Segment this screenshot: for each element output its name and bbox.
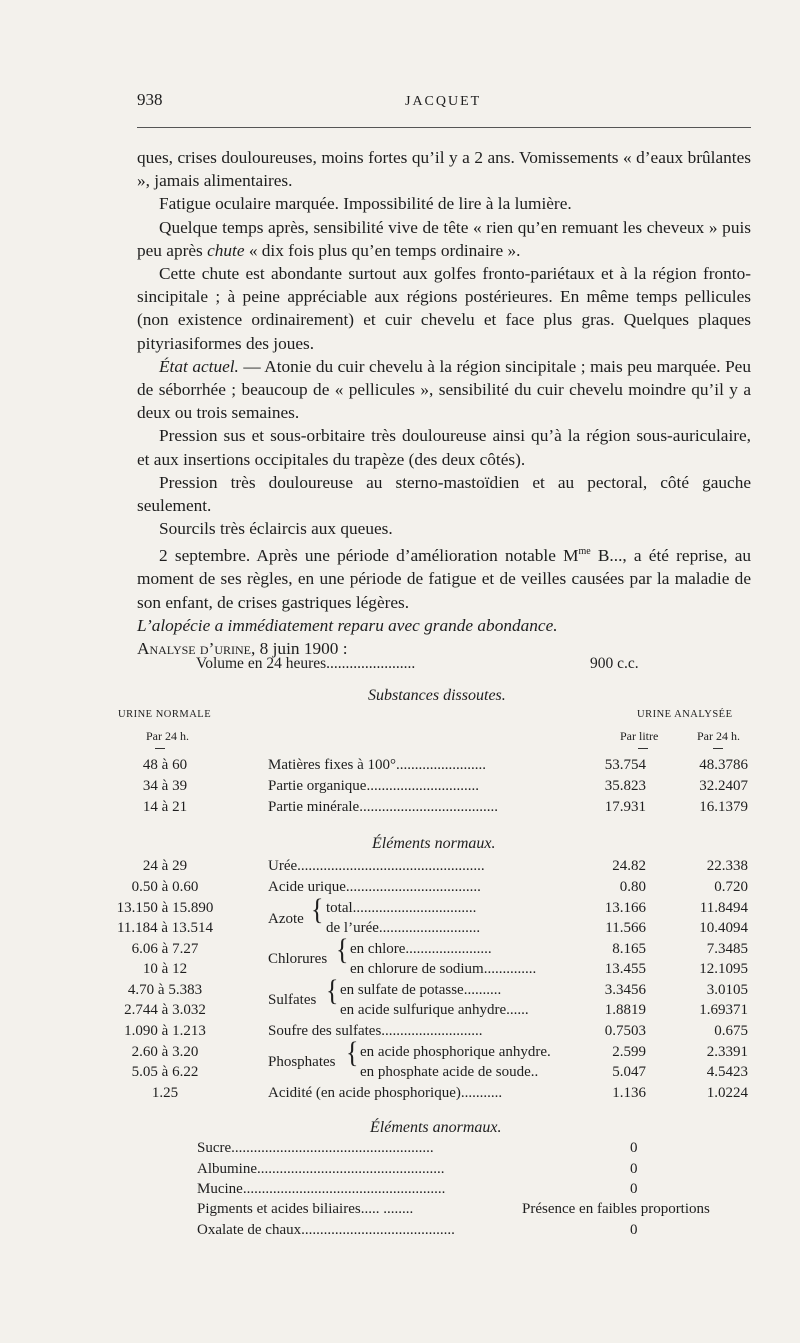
volume-label: Volume en 24 heures....................... <box>196 655 416 672</box>
value-per-24h: 7.3485 <box>706 941 748 957</box>
paragraph: ques, crises douloureuses, moins fortes qu’il y a 2 ans. Vomissements « d’eaux brûlantes », jamais alimentaires. <box>137 148 751 191</box>
row-label: Partie minérale..................................... <box>268 799 498 815</box>
paragraph <box>137 614 751 637</box>
text-run-italic: L’alopécie a immédiatement reparu avec grande abondance. <box>137 615 558 635</box>
text-run: 8 juin 1900 : <box>255 639 348 659</box>
paragraph: Pression très douloureuse au sterno-mastoïdien et au pectoral, côté gauche seulement. <box>137 472 751 516</box>
divider <box>713 748 723 749</box>
column-subheader: Par litre <box>620 729 659 743</box>
row-label: Urée.................................................. <box>268 858 485 874</box>
value-per-litre: 1.136 <box>612 1085 646 1101</box>
page-header <box>137 90 752 114</box>
text-run: — Atonie du cuir chevelu à la région sincipitale ; mais peu marquée. Peu de séborrhée ; beaucoup de « pellicules », sensibilité du cuir chevelu moindre qu’il y a deux ou trois semaines. <box>137 356 751 423</box>
section-title: Éléments normaux. <box>372 835 496 852</box>
row-label: Albumine.................................................. <box>197 1161 445 1177</box>
normal-range: 13.150 à 15.890 <box>116 900 214 916</box>
value-per-litre: 13.166 <box>604 900 646 916</box>
value-per-24h: 16.1379 <box>699 799 748 815</box>
paragraph <box>137 216 751 262</box>
column-header: URINE NORMALE <box>118 709 212 720</box>
normal-range: 48 à 60 <box>142 757 188 773</box>
paragraph <box>137 540 751 613</box>
value-per-litre: 0.7503 <box>604 1023 646 1039</box>
text-run: B..., a été reprise, au moment de ses règles, en une période de fatigue et de veilles causées par la maladie de son enfant, de crises gastriques légères. <box>137 546 752 612</box>
text-run: « dix fois plus qu’en temps ordinaire ». <box>244 240 521 260</box>
normal-range: 2.60 à 3.20 <box>131 1044 199 1060</box>
normal-range: 1.25 <box>151 1085 179 1101</box>
value-per-24h: 4.5423 <box>706 1064 748 1080</box>
group-label: Sulfates <box>268 992 317 1008</box>
row-label: Pigments et acides biliaires..... ........ <box>197 1201 414 1217</box>
row-label: Acidité (en acide phosphorique)........... <box>268 1085 503 1101</box>
brace: { <box>326 973 339 1008</box>
value-per-24h: 32.2407 <box>699 778 748 794</box>
paragraph: Pression sus et sous-orbitaire très douloureuse ainsi qu’à la région sous-auriculaire, et aux insertions occipitales du trapèze (des deux côtés). <box>137 426 751 469</box>
paragraph: Fatigue oculaire marquée. Impossibilité de lire à la lumière. <box>159 194 572 214</box>
row-value: Présence en faibles proportions <box>522 1201 710 1217</box>
row-label: en sulfate de potasse.......... <box>340 982 502 998</box>
section-title: Substances dissoutes. <box>368 687 506 704</box>
brace: { <box>336 932 349 967</box>
value-per-litre: 11.566 <box>605 920 646 936</box>
value-per-litre: 0.80 <box>619 879 646 895</box>
page-number: 938 <box>137 90 163 109</box>
text-run-smallcaps: Analyse d’urine, <box>137 639 256 659</box>
normal-range: 11.184 à 13.514 <box>116 920 214 936</box>
row-label: Acide urique.................................... <box>268 879 481 895</box>
normal-range: 4.70 à 5.383 <box>127 982 203 998</box>
value-per-24h: 10.4094 <box>699 920 748 936</box>
row-label: Oxalate de chaux......................................... <box>197 1222 455 1238</box>
value-per-24h: 2.3391 <box>706 1044 748 1060</box>
row-value: 0 <box>630 1140 638 1156</box>
normal-range: 14 à 21 <box>142 799 188 815</box>
row-label: Partie organique.............................. <box>268 778 479 794</box>
value-per-litre: 35.823 <box>604 778 646 794</box>
brace: { <box>311 892 324 927</box>
row-label: Sucre...................................................... <box>197 1140 434 1156</box>
column-subheader: Par 24 h. <box>146 729 189 743</box>
row-label: en chlore....................... <box>350 941 492 957</box>
value-per-24h: 48.3786 <box>699 757 748 773</box>
header-rule <box>137 127 751 128</box>
row-label: en acide phosphorique anhydre. <box>360 1044 551 1060</box>
group-label: Chlorures <box>268 951 328 967</box>
row-label: en phosphate acide de soude.. <box>360 1064 539 1080</box>
value-per-24h: 3.0105 <box>706 982 748 998</box>
normal-range: 5.05 à 6.22 <box>131 1064 199 1080</box>
paragraph <box>137 355 751 425</box>
value-per-24h: 12.1095 <box>699 961 748 977</box>
value-per-litre: 24.82 <box>612 858 646 874</box>
normal-range: 6.06 à 7.27 <box>131 941 199 957</box>
group-label: Phosphates <box>268 1054 336 1070</box>
value-per-24h: 1.69371 <box>699 1002 748 1018</box>
row-label: Matières fixes à 100°........................ <box>268 757 487 773</box>
body-text <box>137 146 751 660</box>
text-run-italic: chute <box>207 240 245 260</box>
value-per-litre: 3.3456 <box>604 982 646 998</box>
brace: { <box>346 1035 359 1070</box>
row-label: total................................. <box>326 900 477 916</box>
group-label: Azote <box>268 911 304 927</box>
section-title: Éléments anormaux. <box>370 1119 502 1136</box>
value-per-24h: 0.675 <box>714 1023 748 1039</box>
text-run-italic: État actuel. <box>159 356 239 376</box>
normal-range: 0.50 à 0.60 <box>131 879 199 895</box>
row-value: 0 <box>630 1161 638 1177</box>
paragraph: Sourcils très éclaircis aux queues. <box>159 519 393 539</box>
divider <box>155 748 165 749</box>
normal-range: 34 à 39 <box>142 778 188 794</box>
normal-range: 10 à 12 <box>142 961 188 977</box>
row-label: en acide sulfurique anhydre...... <box>340 1002 529 1018</box>
divider <box>638 748 648 749</box>
row-label: de l’urée........................... <box>326 920 481 936</box>
superscript: me <box>578 546 591 558</box>
value-per-litre: 53.754 <box>604 757 646 773</box>
value-per-litre: 13.455 <box>604 961 646 977</box>
column-subheader: Par 24 h. <box>697 729 740 743</box>
row-label: Mucine...................................................... <box>197 1181 446 1197</box>
running-head: JACQUET <box>405 94 482 109</box>
normal-range: 24 à 29 <box>142 858 188 874</box>
value-per-litre: 5.047 <box>612 1064 646 1080</box>
row-value: 0 <box>630 1222 638 1238</box>
row-label: en chlorure de sodium.............. <box>350 961 537 977</box>
row-label: Soufre des sulfates........................... <box>268 1023 483 1039</box>
column-header: URINE ANALYSÉE <box>637 709 733 720</box>
value-per-24h: 22.338 <box>706 858 748 874</box>
normal-range: 2.744 à 3.032 <box>124 1002 206 1018</box>
volume-value: 900 c.c. <box>590 655 639 672</box>
row-value: 0 <box>630 1181 638 1197</box>
value-per-litre: 2.599 <box>612 1044 646 1060</box>
text-run: Quelque temps après, sensibilité vive de tête « rien qu’en remuant les cheveux » puis peu après <box>137 217 751 260</box>
paragraph: Cette chute est abondante surtout aux golfes fronto-pariétaux et à la région fronto-sincipitale ; à peine appréciable aux régions postérieures. En même temps pellicules (non existence ordinairement) et cuir chevelu et face plus gras. Quelques plaques pityriasiformes des joues. <box>137 264 751 353</box>
text-run: 2 septembre. Après une période d’amélioration notable M <box>159 546 579 566</box>
value-per-litre: 17.931 <box>604 799 646 815</box>
value-per-24h: 0.720 <box>714 879 748 895</box>
value-per-24h: 11.8494 <box>699 900 748 916</box>
value-per-litre: 8.165 <box>612 941 646 957</box>
normal-range: 1.090 à 1.213 <box>124 1023 206 1039</box>
value-per-litre: 1.8819 <box>604 1002 646 1018</box>
value-per-24h: 1.0224 <box>706 1085 748 1101</box>
